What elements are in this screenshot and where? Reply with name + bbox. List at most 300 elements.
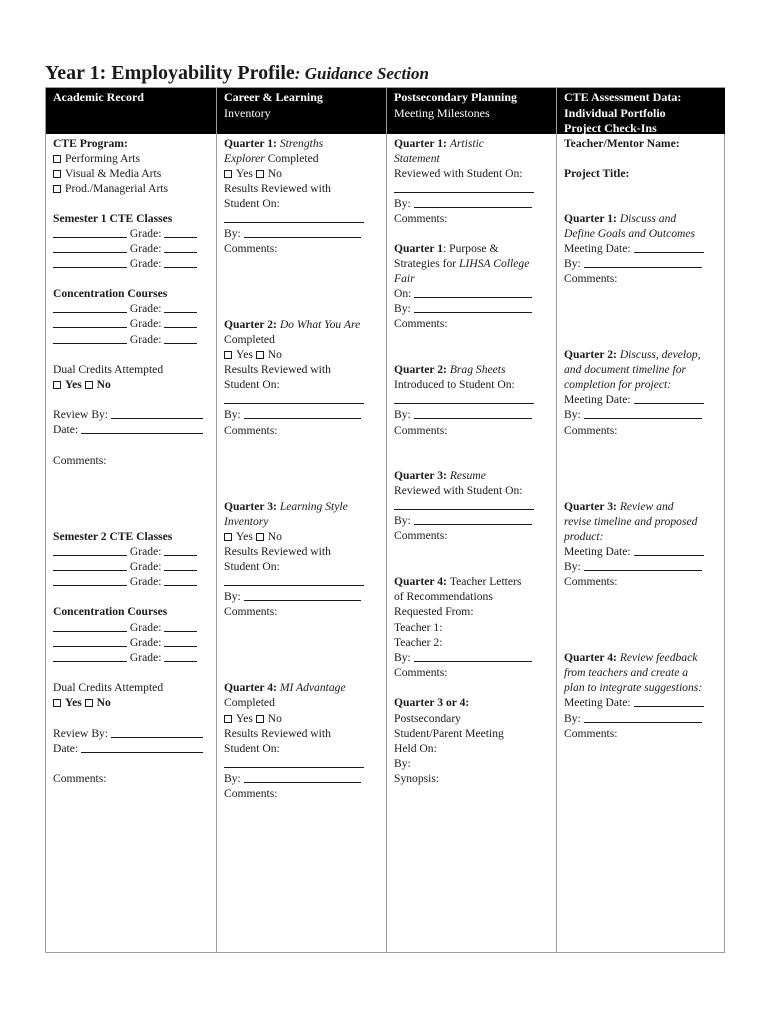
fill-in-blank[interactable] — [224, 575, 364, 586]
column-header — [217, 88, 386, 134]
form-text: Teacher 2: — [394, 636, 443, 649]
checkbox-icon[interactable] — [224, 715, 232, 723]
form-text: plan to integrate suggestions: — [564, 681, 703, 694]
form-line — [394, 483, 552, 498]
fill-in-blank[interactable] — [53, 317, 127, 328]
fill-in-blank[interactable] — [414, 197, 532, 208]
checkbox-icon[interactable] — [256, 715, 264, 723]
form-text: By: — [224, 590, 244, 603]
form-text: Do What You Are — [279, 318, 361, 331]
fill-in-blank[interactable] — [394, 393, 534, 404]
checkbox-icon[interactable] — [53, 155, 61, 163]
checkbox-icon[interactable] — [53, 699, 61, 707]
column-academic-record — [46, 88, 216, 952]
checkbox-label: No — [267, 348, 282, 361]
form-text: By: — [394, 514, 414, 527]
form-text: Concentration Courses — [53, 605, 168, 618]
form-line — [394, 166, 552, 181]
form-text: Strengths — [279, 137, 324, 150]
form-text: Project Title: — [564, 167, 630, 180]
form-text: Concentration Courses — [53, 287, 168, 300]
form-text: Dual Credits Attempted — [53, 681, 164, 694]
fill-in-blank[interactable] — [53, 333, 127, 344]
fill-in-blank[interactable] — [224, 757, 364, 768]
form-line — [394, 196, 552, 211]
column-header-line: Project Check-Ins — [564, 121, 657, 135]
form-text: Comments: — [224, 605, 278, 618]
form-text: Quarter 1: — [394, 137, 450, 150]
form-line — [224, 241, 382, 256]
form-line — [394, 256, 552, 271]
form-line — [224, 499, 382, 514]
guidance-table — [45, 87, 725, 953]
form-line — [224, 136, 382, 151]
form-line — [394, 407, 552, 422]
fill-in-blank[interactable] — [164, 651, 197, 662]
form-text: Comments: — [224, 424, 278, 437]
form-line — [53, 241, 212, 256]
form-line — [53, 256, 212, 271]
form-line — [53, 316, 212, 331]
form-text: : Purpose & — [443, 242, 499, 255]
form-text: completion for project: — [564, 378, 672, 391]
form-text: Comments: — [564, 272, 618, 285]
form-line — [394, 665, 552, 680]
form-text: Results Reviewed with — [224, 363, 331, 376]
form-line — [394, 528, 552, 543]
form-line — [53, 574, 212, 589]
form-line — [564, 256, 721, 271]
form-text: Student On: — [224, 378, 280, 391]
form-text: Meeting Date: — [564, 696, 634, 709]
form-line — [53, 422, 212, 437]
form-line — [394, 136, 552, 151]
form-line — [394, 468, 552, 483]
checkbox-icon[interactable] — [85, 699, 93, 707]
form-text: Date: — [53, 423, 82, 436]
form-text: Teacher Letters — [449, 575, 522, 588]
form-text: LIHSA College — [459, 257, 530, 270]
page-title-main: Year 1: Employability Profile — [45, 62, 295, 84]
form-line — [224, 544, 382, 559]
checkbox-label: No — [96, 696, 111, 709]
fill-in-blank[interactable] — [634, 393, 704, 404]
form-text: Grade: — [127, 545, 165, 558]
fill-in-blank[interactable] — [53, 636, 127, 647]
fill-in-blank[interactable] — [81, 423, 203, 434]
fill-in-blank[interactable] — [414, 302, 532, 313]
form-line — [224, 166, 382, 181]
form-line — [564, 529, 721, 544]
form-line — [394, 423, 552, 438]
form-line — [564, 695, 721, 710]
form-line — [564, 711, 721, 726]
form-text: Date: — [53, 742, 82, 755]
form-text: Quarter 1: — [224, 137, 280, 150]
form-text: Quarter 2: — [394, 363, 450, 376]
form-line — [53, 301, 212, 316]
fill-in-blank[interactable] — [634, 242, 704, 253]
form-line — [394, 498, 552, 513]
fill-in-blank[interactable] — [164, 621, 197, 632]
form-text: Grade: — [127, 257, 165, 270]
checkbox-label: No — [267, 530, 282, 543]
fill-in-blank[interactable] — [244, 772, 361, 783]
form-text: Quarter 4: — [394, 575, 450, 588]
form-line — [224, 347, 382, 362]
form-text: Completed — [224, 333, 275, 346]
checkbox-icon[interactable] — [224, 533, 232, 541]
form-line — [564, 347, 721, 362]
form-text: Quarter 4: — [224, 681, 280, 694]
form-text: Comments: — [394, 317, 448, 330]
column-header-line: CTE Assessment Data: — [564, 90, 682, 104]
form-text: Discuss and — [619, 212, 677, 225]
form-text: Student/Parent Meeting — [394, 727, 504, 740]
fill-in-blank[interactable] — [53, 242, 127, 253]
fill-in-blank[interactable] — [164, 333, 197, 344]
form-text: By: — [564, 408, 584, 421]
form-line — [394, 392, 552, 407]
page-title-subtitle: : Guidance Section — [294, 64, 429, 83]
form-text: Comments: — [564, 727, 618, 740]
form-line — [564, 271, 721, 286]
form-text: Review By: — [53, 727, 111, 740]
form-line — [53, 604, 212, 619]
form-text: Results Reviewed with — [224, 545, 331, 558]
fill-in-blank[interactable] — [244, 227, 361, 238]
form-text: Comments: — [53, 454, 107, 467]
form-line — [564, 650, 721, 665]
form-text: from teachers and create a — [564, 666, 689, 679]
fill-in-blank[interactable] — [164, 636, 197, 647]
form-line — [53, 726, 212, 741]
form-text: Synopsis: — [394, 772, 440, 785]
fill-in-blank[interactable] — [584, 408, 702, 419]
checkbox-icon[interactable] — [53, 381, 61, 389]
form-line — [224, 574, 382, 589]
form-text: Quarter 3 or 4: — [394, 696, 470, 709]
form-text: Grade: — [127, 227, 165, 240]
form-text: By: — [394, 757, 411, 770]
form-text: Quarter 3: — [564, 500, 620, 513]
fill-in-blank[interactable] — [164, 242, 197, 253]
form-text: Comments: — [224, 787, 278, 800]
fill-in-blank[interactable] — [53, 545, 127, 556]
fill-in-blank[interactable] — [164, 545, 197, 556]
form-line — [224, 771, 382, 786]
form-line — [564, 726, 721, 741]
fill-in-blank[interactable] — [111, 727, 203, 738]
form-text: Visual & Media Arts — [65, 167, 162, 180]
form-line — [224, 407, 382, 422]
form-text: Grade: — [127, 242, 165, 255]
fill-in-blank[interactable] — [53, 651, 127, 662]
checkbox-icon[interactable] — [256, 351, 264, 359]
form-line — [394, 756, 552, 771]
column-header — [46, 88, 216, 134]
form-text: Grade: — [127, 651, 165, 664]
column-header-line: Career & Learning — [224, 90, 323, 104]
form-text: Performing Arts — [65, 152, 141, 165]
form-line — [53, 650, 212, 665]
form-line — [394, 316, 552, 331]
checkbox-icon[interactable] — [53, 185, 61, 193]
form-line — [224, 604, 382, 619]
form-line — [53, 377, 212, 392]
form-text: Quarter 1: — [564, 212, 620, 225]
form-line — [394, 362, 552, 377]
form-text: Review and — [619, 500, 674, 513]
form-line — [564, 226, 721, 241]
fill-in-blank[interactable] — [164, 302, 197, 313]
form-line — [53, 544, 212, 559]
form-text: Meeting Date: — [564, 393, 634, 406]
form-text: Postsecondary — [394, 712, 461, 725]
checkbox-label: No — [267, 712, 282, 725]
form-line — [394, 695, 552, 710]
fill-in-blank[interactable] — [53, 257, 127, 268]
form-line — [53, 166, 212, 181]
form-line — [224, 529, 382, 544]
form-text: MI Advantage — [279, 681, 346, 694]
form-line — [564, 514, 721, 529]
form-text: Semester 1 CTE Classes — [53, 212, 173, 225]
fill-in-blank[interactable] — [414, 651, 532, 662]
page-title — [45, 62, 429, 85]
form-text: Grade: — [127, 621, 165, 634]
form-line — [394, 151, 552, 166]
form-text: Grade: — [127, 302, 165, 315]
form-text: Student On: — [224, 197, 280, 210]
fill-in-blank[interactable] — [394, 499, 534, 510]
checkbox-label: No — [267, 167, 282, 180]
form-line — [53, 453, 212, 468]
form-text: Grade: — [127, 333, 165, 346]
checkbox-label: Yes — [236, 348, 256, 361]
column-postsecondary-planning — [386, 88, 556, 952]
fill-in-blank[interactable] — [164, 227, 197, 238]
form-text: By: — [224, 772, 244, 785]
form-text: By: — [394, 651, 414, 664]
form-line — [53, 695, 212, 710]
form-text: Comments: — [394, 529, 448, 542]
form-text: and document timeline for — [564, 363, 687, 376]
form-text: of Recommendations — [394, 590, 493, 603]
form-text: Quarter 2: — [564, 348, 620, 361]
form-text: Explorer — [224, 152, 265, 165]
form-line — [564, 544, 721, 559]
form-line — [224, 211, 382, 226]
form-line — [53, 407, 212, 422]
form-line — [394, 589, 552, 604]
form-text: Comments: — [394, 666, 448, 679]
form-text: Grade: — [127, 575, 165, 588]
form-text: By: — [564, 257, 584, 270]
fill-in-blank[interactable] — [244, 408, 361, 419]
form-line — [394, 771, 552, 786]
form-line — [224, 151, 382, 166]
fill-in-blank[interactable] — [53, 621, 127, 632]
form-text: Quarter 3: — [394, 469, 450, 482]
form-text: Review feedback — [619, 651, 698, 664]
form-text: Quarter 1 — [394, 242, 444, 255]
fill-in-blank[interactable] — [224, 212, 364, 223]
fill-in-blank[interactable] — [244, 590, 361, 601]
fill-in-blank[interactable] — [414, 514, 532, 525]
form-line — [224, 423, 382, 438]
form-text: Quarter 4: — [564, 651, 620, 664]
form-text: revise timeline and proposed — [564, 515, 698, 528]
form-text: Meeting Date: — [564, 242, 634, 255]
column-header — [557, 88, 725, 134]
form-line — [224, 726, 382, 741]
form-line — [53, 529, 212, 544]
checkbox-label: No — [96, 378, 111, 391]
form-line — [53, 559, 212, 574]
form-line — [394, 620, 552, 635]
form-text: Results Reviewed with — [224, 182, 331, 195]
form-line — [394, 301, 552, 316]
checkbox-icon[interactable] — [85, 381, 93, 389]
form-line — [394, 604, 552, 619]
form-text: Review By: — [53, 408, 111, 421]
form-line — [53, 620, 212, 635]
checkbox-icon[interactable] — [224, 351, 232, 359]
form-line — [224, 317, 382, 332]
form-line — [564, 665, 721, 680]
form-line — [564, 241, 721, 256]
form-line — [394, 377, 552, 392]
fill-in-blank[interactable] — [164, 560, 197, 571]
form-text: CTE Program: — [53, 137, 128, 150]
form-text: Teacher 1: — [394, 621, 443, 634]
form-text: Student On: — [224, 742, 280, 755]
fill-in-blank[interactable] — [81, 742, 203, 753]
fill-in-blank[interactable] — [53, 227, 127, 238]
form-line — [53, 362, 212, 377]
fill-in-blank[interactable] — [164, 575, 197, 586]
form-text: By: — [564, 712, 584, 725]
form-text: Learning Style — [279, 500, 348, 513]
form-line — [394, 271, 552, 286]
checkbox-label: Yes — [65, 378, 85, 391]
form-line — [53, 136, 212, 151]
form-line — [53, 286, 212, 301]
form-line — [394, 635, 552, 650]
fill-in-blank[interactable] — [164, 257, 197, 268]
checkbox-label: Yes — [65, 696, 85, 709]
form-text: Completed — [264, 152, 319, 165]
form-line — [224, 589, 382, 604]
form-text: By: — [224, 408, 244, 421]
column-header-line: Postsecondary Planning — [394, 90, 518, 104]
form-text: By: — [564, 560, 584, 573]
form-text: Comments: — [564, 424, 618, 437]
fill-in-blank[interactable] — [53, 560, 127, 571]
form-text: On: — [394, 287, 415, 300]
column-career-learning-inventory — [216, 88, 386, 952]
form-text: Semester 2 CTE Classes — [53, 530, 173, 543]
fill-in-blank[interactable] — [414, 408, 532, 419]
form-line — [564, 499, 721, 514]
form-text: Prod./Managerial Arts — [65, 182, 169, 195]
form-text: Quarter 3: — [224, 500, 280, 513]
form-line — [394, 726, 552, 741]
fill-in-blank[interactable] — [53, 302, 127, 313]
form-line — [53, 680, 212, 695]
checkbox-icon[interactable] — [53, 170, 61, 178]
form-line — [224, 711, 382, 726]
form-line — [394, 241, 552, 256]
fill-in-blank[interactable] — [584, 560, 702, 571]
fill-in-blank[interactable] — [224, 393, 364, 404]
form-line — [394, 741, 552, 756]
form-line — [224, 559, 382, 574]
form-line — [224, 377, 382, 392]
form-text: Dual Credits Attempted — [53, 363, 164, 376]
form-line — [564, 680, 721, 695]
checkbox-label: Yes — [236, 712, 256, 725]
form-line — [224, 332, 382, 347]
form-line — [53, 771, 212, 786]
form-line — [394, 181, 552, 196]
form-text: Fair — [394, 272, 415, 285]
form-line — [564, 423, 721, 438]
form-line — [53, 181, 212, 196]
fill-in-blank[interactable] — [111, 408, 203, 419]
form-line — [224, 741, 382, 756]
form-line — [53, 226, 212, 241]
fill-in-blank[interactable] — [414, 287, 532, 298]
checkbox-icon[interactable] — [224, 170, 232, 178]
checkbox-icon[interactable] — [256, 533, 264, 541]
fill-in-blank[interactable] — [584, 257, 702, 268]
fill-in-blank[interactable] — [584, 712, 702, 723]
form-text: Define Goals and Outcomes — [564, 227, 696, 240]
fill-in-blank[interactable] — [634, 545, 704, 556]
form-text: Reviewed with Student On: — [394, 484, 523, 497]
checkbox-label: Yes — [236, 530, 256, 543]
form-line — [224, 181, 382, 196]
form-text: Grade: — [127, 560, 165, 573]
checkbox-icon[interactable] — [256, 170, 264, 178]
form-line — [224, 695, 382, 710]
form-line — [564, 407, 721, 422]
fill-in-blank[interactable] — [53, 575, 127, 586]
form-text: Brag Sheets — [449, 363, 506, 376]
form-text: Discuss, develop, — [619, 348, 701, 361]
form-line — [564, 574, 721, 589]
form-text: Introduced to Student On: — [394, 378, 515, 391]
form-text: Resume — [449, 469, 486, 482]
form-line — [53, 211, 212, 226]
form-text: By: — [394, 408, 414, 421]
form-text: Statement — [394, 152, 440, 165]
fill-in-blank[interactable] — [394, 182, 534, 193]
form-line — [394, 513, 552, 528]
form-line — [394, 211, 552, 226]
form-line — [224, 514, 382, 529]
form-text: Student On: — [224, 560, 280, 573]
form-line — [564, 377, 721, 392]
fill-in-blank[interactable] — [634, 696, 704, 707]
form-text: Grade: — [127, 636, 165, 649]
form-text: By: — [224, 227, 244, 240]
fill-in-blank[interactable] — [164, 317, 197, 328]
form-text: Comments: — [394, 424, 448, 437]
form-line — [53, 741, 212, 756]
